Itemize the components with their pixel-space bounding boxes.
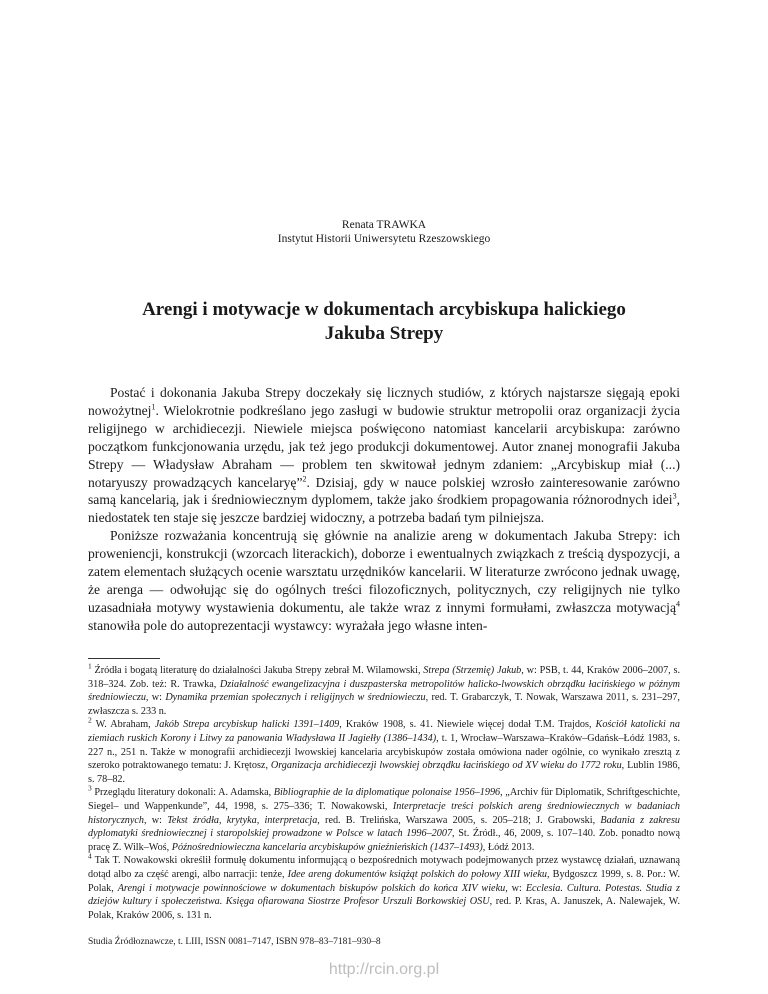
footnote-4: $^4$ Tak T. Nowakowski określił formułę dokumentu informującą o bezpośrednich motywach podejmowanych przez wystawcę działań, uznawaną dotąd albo za część arengi, albo narracji: tenże, Idee areng dokumentów książąt polskich do połowy XIII wieku, Bydgoszcz 1999, s. 8. Por.: W. Polak, Arengi i motywacje powinnościowe w dokumentach biskupów polskich do końca XIV wieku, w: Ecclesia. Cultura. Potestas. Studia z dziejów kultury i społeczeństwa. Księga ofiarowana Siostrze Profesor Urszuli Borkowskiej OSU, red. P. Kras, A. Januszek, A. Nalewajek, W. Polak, Kraków 2006, s. 131 n.: [88, 851, 680, 921]
footnote-ref: 3: [672, 491, 677, 501]
footnote-ref: 2: [302, 474, 307, 483]
title-line-1: Arengi i motywacje w dokumentach arcybiskupa halickiego: [142, 299, 626, 320]
footnote-2: $^2$ W. Abraham, Jakób Strepa arcybiskup halicki 1391–1409, Kraków 1908, s. 41. Niewiele więcej dodał T.M. Trajdos, Kościół katolicki na ziemiach ruskich Korony i Litwy za panowania Władysława II Jagiełły (1386–1434), t. 1, Wrocław–Warszawa–Kraków–Gdańsk–Łódź 1983, s. 227 n., 251 n. Także w monografii archidiecezji lwowskiej kancelaria arcybiskupów została omówiona nader ogólnie, co wynikało zresztą z szeroko potraktowanego tematu: J. Krętosz, Organizacja archidiecezji lwowskiej obrządku łacińskiego od XV wieku do 1772 roku, Lublin 1986, s. 78–82.: [88, 715, 680, 785]
paragraph-2: Poniższe rozważania koncentrują się głównie na analizie areng w dokumentach Jakuba Strepy: ich proweniencji, konstrukcji (wzorcach literackich), doborze i ewentualnych związkach z treścią dyspozycji, a zatem elementach służących ocenie warsztatu urzędników kancelarii. W literaturze zwrócono jednak uwagę, że arenga — odwołując się do ogólnych treści filozoficznych, politycznych, czy religijnych nie tylko uzasadniała motywy wystawienia dokumentu, ale także wraz z innymi formułami, zwłaszcza motywacją$^4$ stanowiła pole do autoprezentacji wystawcy: wyrażała jego własne inten-: [88, 528, 680, 633]
author-name: Renata TRAWKA: [341, 219, 427, 231]
watermark-link[interactable]: http://rcin.org.pl: [328, 961, 440, 978]
footnote-ref: 4: [676, 599, 680, 609]
article-title: [88, 298, 680, 346]
footnote-ref: 1: [151, 402, 156, 412]
article-body: [88, 384, 680, 635]
footnote-divider: [88, 658, 160, 659]
title-line-2: Jakuba Strepy: [324, 323, 444, 344]
author-institution: Instytut Historii Uniwersytetu Rzeszowskiego: [277, 233, 491, 245]
paragraph-1: Postać i dokonania Jakuba Strepy doczekały się licznych studiów, z których najstarsze sięgają epoki nowożytnej$^1$. Wielokrotnie podkreślano jego zasługi w budowie struktur metropolii oraz organizacji życia religijnego w archidiecezji. Niewiele miejsca poświęcono natomiast kancelarii arcybiskupa: zarówno początkom funkcjonowania urzędu, jak też jego produkcji dokumentowej. Autor znanej monografii Jakuba Strepy — Władysław Abraham — problem ten skwitował jednym zdaniem: „Arcybiskup miał (...) notaryuszy prowadzących kancelaryę”$^2$. Dzisiaj, gdy w nauce polskiej wzrosło zainteresowanie zarówno samą kancelarią, jak i średniowiecznym dyplomem, także jako środkiem propagowania różnorodnych idei$^3$, niedostatek ten staje się jeszcze bardziej widoczny, a potrzeba badań tym pilniejsza.: [88, 385, 680, 526]
footnote-1: $^1$ Źródła i bogatą literaturę do działalności Jakuba Strepy zebrał M. Wilamowski, Strepa (Strzemię) Jakub, w: PSB, t. 44, Kraków 2006–2007, s. 318–324. Zob. też: R. Trawka, Działalność ewangelizacyjna i duszpasterska metropolitów halicko-lwowskich obrządku łacińskiego w późnym średniowieczu, w: Dynamika przemian społecznych i religijnych w średniowieczu, red. T. Grabarczyk, T. Nowak, Warszawa 2011, s. 231–297, zwłaszcza s. 233 n.: [88, 661, 680, 717]
footnotes: [88, 661, 681, 922]
journal-info: Studia Źródłoznawcze, t. LIII, ISSN 0081–7147, ISBN 978–83–7181–930–8: [88, 937, 381, 947]
footnote-3: $^3$ Przeglądu literatury dokonali: A. Adamska, Bibliographie de la diplomatique polonaise 1956–1996, „Archiv für Diplomatik, Schriftgeschichte, Siegel– und Wappenkunde”, 44, 1998, s. 275–336; T. Nowakowski, Interpretacje treści polskich areng średniowiecznych w badaniach historycznych, w: Tekst źródła, krytyka, interpretacja, red. B. Trelińska, Warszawa 2005, s. 205–218; J. Grabowski, Badania z zakresu dyplomatyki średniowiecznej i staropolskiej prowadzone w Polsce w latach 1996–2007, St. Źródł., 46, 2009, s. 107–140. Zob. ponadto nową pracę Z. Wilk–Woś, Późnośredniowieczna kancelaria arcybiskupów gnieźnieńskich (1437–1493), Łódź 2013.: [88, 783, 681, 853]
